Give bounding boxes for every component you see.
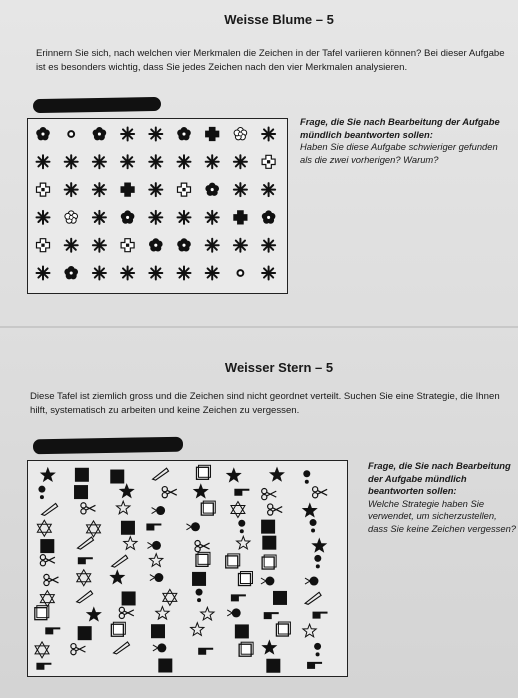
hand-icon bbox=[234, 489, 249, 496]
square-filled-icon bbox=[75, 468, 89, 482]
square-filled-icon bbox=[158, 659, 172, 673]
flower-icon bbox=[121, 211, 134, 223]
redaction-bar bbox=[33, 437, 183, 455]
hand-icon bbox=[36, 663, 51, 670]
hand-icon bbox=[264, 612, 279, 619]
flower-icon bbox=[37, 128, 50, 140]
scissors-icon bbox=[195, 540, 210, 551]
pen-icon bbox=[153, 468, 169, 480]
asterisk-icon bbox=[178, 155, 191, 168]
flower-white-icon bbox=[65, 211, 78, 223]
scissors-icon bbox=[44, 574, 59, 585]
asterisk-icon bbox=[262, 239, 275, 252]
asterisk-icon bbox=[149, 211, 162, 224]
asterisk-icon bbox=[93, 267, 106, 280]
hand-icon bbox=[198, 648, 213, 655]
scissors-icon bbox=[268, 504, 283, 515]
star-symbol-field bbox=[27, 460, 348, 677]
square-icon bbox=[111, 622, 125, 636]
star-filled-icon bbox=[111, 571, 124, 584]
exclaim-icon bbox=[38, 486, 45, 500]
section1-question-text: Haben Sie diese Aufgabe schwieriger gefunden als die zwei vorherigen? Warum? bbox=[300, 141, 498, 165]
asterisk-icon bbox=[37, 267, 50, 280]
exclaim-icon bbox=[314, 555, 321, 569]
david-icon bbox=[231, 502, 245, 518]
hand-icon bbox=[231, 594, 246, 601]
asterisk-icon bbox=[234, 239, 247, 252]
pen-icon bbox=[114, 642, 130, 654]
star-icon bbox=[117, 501, 130, 514]
square-icon bbox=[201, 501, 215, 515]
david-icon bbox=[86, 521, 100, 537]
bullet-icon bbox=[305, 577, 319, 586]
asterisk-icon bbox=[121, 267, 134, 280]
pen-icon bbox=[305, 592, 321, 604]
asterisk-icon bbox=[206, 211, 219, 224]
section2-intro: Diese Tafel ist ziemlich gross und die Zeichen sind nicht geordnet verteilt. Suchen Sie eine Strategie, die Ihnen hilft, systematisch zu arbeiten und keine Zeichen zu vergessen. bbox=[30, 391, 500, 416]
square-icon bbox=[196, 552, 210, 566]
asterisk-icon bbox=[178, 211, 191, 224]
square-icon bbox=[262, 555, 276, 569]
scissors-icon bbox=[40, 555, 55, 566]
flower-icon bbox=[65, 267, 78, 279]
david-icon bbox=[77, 570, 91, 586]
star-icon bbox=[303, 624, 316, 637]
section1-intro: Erinnern Sie sich, nach welchen vier Merkmalen die Zeichen in der Tafel variieren können? Bei dieser Aufgabe ist es besonders wichtig, dass Sie jedes Zeichen nach den vier Merkmalen analysieren. bbox=[36, 48, 505, 73]
cross-white-icon bbox=[37, 239, 50, 252]
square-filled-icon bbox=[74, 485, 88, 499]
pen-icon bbox=[42, 503, 58, 515]
flower-white-icon bbox=[234, 128, 247, 140]
section2-question-heading: Frage, die Sie nach Bearbeitung der Aufgabe mündlich beantworten sollen: bbox=[368, 460, 511, 497]
asterisk-icon bbox=[65, 183, 78, 196]
asterisk-icon bbox=[206, 239, 219, 252]
section2-title: Weisser Stern – 5 bbox=[224, 360, 334, 375]
asterisk-icon bbox=[234, 183, 247, 196]
scissors-icon bbox=[119, 607, 134, 618]
star-filled-icon bbox=[120, 485, 133, 498]
hand-icon bbox=[313, 612, 328, 619]
section1-question bbox=[300, 116, 512, 166]
asterisk-icon bbox=[93, 239, 106, 252]
square-filled-icon bbox=[122, 591, 136, 605]
david-icon bbox=[35, 642, 49, 658]
asterisk-icon bbox=[37, 155, 50, 168]
square-icon bbox=[226, 554, 240, 568]
star-icon bbox=[201, 607, 214, 620]
square-filled-icon bbox=[40, 539, 54, 553]
square-filled-icon bbox=[273, 591, 287, 605]
square-icon bbox=[35, 606, 49, 620]
section1-question-heading: Frage, die Sie nach Bearbeitung der Aufgabe mündlich beantworten sollen: bbox=[300, 116, 500, 140]
asterisk-icon bbox=[149, 128, 162, 141]
bullet-icon bbox=[152, 506, 166, 515]
hand-icon bbox=[78, 557, 93, 564]
exclaim-icon bbox=[314, 643, 321, 657]
star-filled-icon bbox=[263, 641, 276, 654]
flower-icon bbox=[93, 128, 106, 140]
redaction-bar bbox=[33, 97, 161, 113]
cross-icon bbox=[234, 211, 247, 224]
star-filled-icon bbox=[303, 504, 316, 517]
bullet-icon bbox=[261, 576, 275, 585]
star-filled-icon bbox=[270, 468, 283, 481]
square-filled-icon bbox=[266, 659, 280, 673]
star-icon bbox=[156, 607, 169, 620]
asterisk-icon bbox=[206, 267, 219, 280]
star-icon bbox=[237, 536, 250, 549]
page-divider bbox=[0, 326, 518, 328]
cross-white-icon bbox=[178, 183, 191, 196]
asterisk-icon bbox=[206, 155, 219, 168]
hand-icon bbox=[146, 523, 161, 530]
bullet-icon bbox=[186, 522, 200, 531]
asterisk-icon bbox=[262, 128, 275, 141]
star-filled-icon bbox=[41, 468, 54, 481]
scissors-icon bbox=[71, 644, 86, 655]
square-icon bbox=[197, 465, 211, 479]
exclaim-icon bbox=[238, 520, 245, 534]
section2-question bbox=[368, 460, 516, 536]
square-icon bbox=[238, 572, 252, 586]
exclaim-icon bbox=[303, 470, 310, 484]
asterisk-icon bbox=[149, 155, 162, 168]
scissors-icon bbox=[313, 487, 328, 498]
flower-icon bbox=[262, 211, 275, 223]
square-filled-icon bbox=[151, 624, 165, 638]
hand-icon bbox=[45, 627, 60, 634]
pen-icon bbox=[78, 537, 94, 549]
bullet-icon bbox=[147, 541, 161, 550]
section1-title: Weisse Blume – 5 bbox=[224, 12, 334, 27]
asterisk-icon bbox=[121, 155, 134, 168]
david-icon bbox=[37, 520, 51, 536]
square-icon bbox=[239, 642, 253, 656]
circle-icon bbox=[237, 270, 243, 276]
cross-white-icon bbox=[262, 155, 275, 168]
scissors-icon bbox=[81, 503, 96, 514]
square-filled-icon bbox=[261, 520, 275, 534]
asterisk-icon bbox=[93, 211, 106, 224]
hand-icon bbox=[307, 662, 322, 669]
cross-icon bbox=[121, 183, 134, 196]
asterisk-icon bbox=[37, 211, 50, 224]
bullet-icon bbox=[150, 573, 164, 582]
david-icon bbox=[163, 589, 177, 605]
asterisk-icon bbox=[149, 267, 162, 280]
flower-icon bbox=[206, 183, 219, 195]
scissors-icon bbox=[262, 489, 277, 500]
flower-icon bbox=[149, 239, 162, 251]
star-filled-icon bbox=[194, 485, 207, 498]
star-icon bbox=[150, 554, 163, 567]
square-filled-icon bbox=[110, 470, 124, 484]
cross-icon bbox=[206, 128, 219, 141]
square-filled-icon bbox=[235, 624, 249, 638]
cross-white-icon bbox=[121, 239, 134, 252]
star-filled-icon bbox=[227, 469, 240, 482]
flower-icon bbox=[178, 128, 191, 140]
square-filled-icon bbox=[262, 536, 276, 550]
asterisk-icon bbox=[234, 155, 247, 168]
square-filled-icon bbox=[121, 521, 135, 535]
star-field-svg bbox=[28, 461, 347, 676]
flower-grid-svg bbox=[28, 119, 287, 293]
square-filled-icon bbox=[78, 626, 92, 640]
circle-icon bbox=[68, 131, 74, 137]
pen-icon bbox=[112, 555, 128, 567]
bullet-icon bbox=[153, 643, 167, 652]
asterisk-icon bbox=[178, 267, 191, 280]
asterisk-icon bbox=[93, 183, 106, 196]
square-filled-icon bbox=[192, 572, 206, 586]
cross-white-icon bbox=[37, 183, 50, 196]
david-icon bbox=[40, 591, 54, 607]
star-filled-icon bbox=[313, 539, 326, 552]
exclaim-icon bbox=[196, 589, 203, 603]
flower-symbol-grid bbox=[27, 118, 288, 294]
asterisk-icon bbox=[262, 267, 275, 280]
bullet-icon bbox=[227, 608, 241, 617]
square-icon bbox=[276, 622, 290, 636]
asterisk-icon bbox=[93, 155, 106, 168]
asterisk-icon bbox=[65, 239, 78, 252]
pen-icon bbox=[77, 591, 93, 603]
flower-icon bbox=[178, 239, 191, 251]
star-filled-icon bbox=[87, 608, 100, 621]
exclaim-icon bbox=[310, 519, 317, 533]
asterisk-icon bbox=[149, 183, 162, 196]
asterisk-icon bbox=[121, 128, 134, 141]
scissors-icon bbox=[162, 487, 177, 498]
asterisk-icon bbox=[262, 183, 275, 196]
star-icon bbox=[124, 537, 137, 550]
section2-question-text: Welche Strategie haben Sie verwendet, um sicherzustellen, dass Sie keine Zeichen vergessen? bbox=[368, 497, 517, 534]
asterisk-icon bbox=[65, 155, 78, 168]
star-icon bbox=[191, 623, 204, 636]
